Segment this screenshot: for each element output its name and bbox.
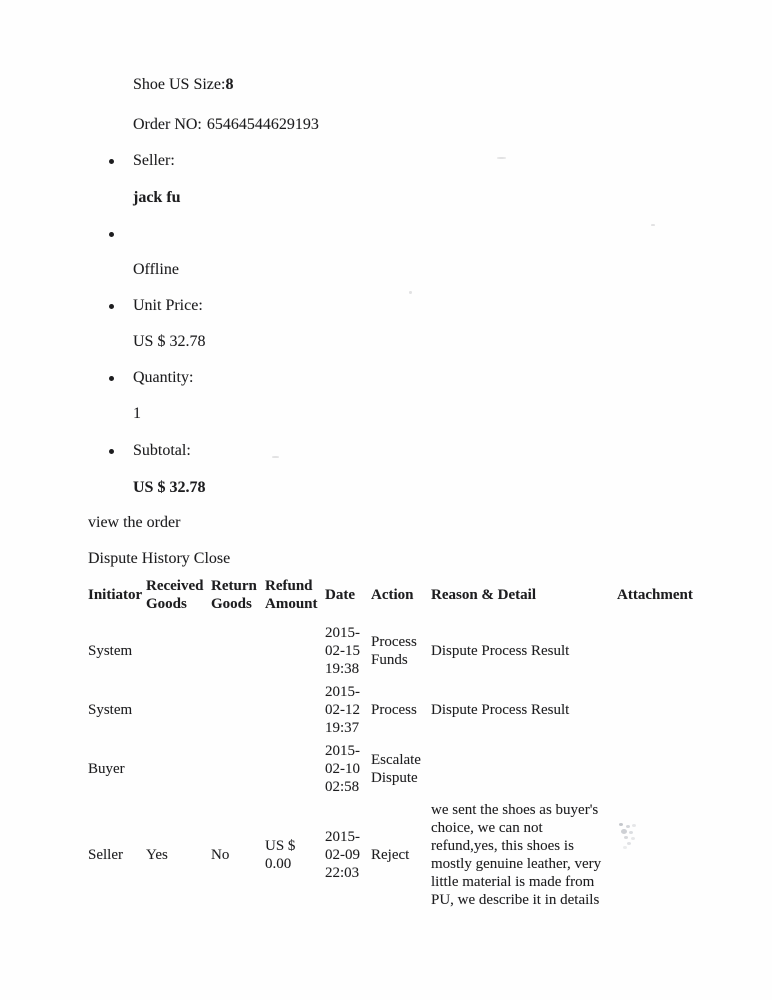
cell-initiator: System [88,643,133,659]
subtotal-label-line [133,441,191,461]
header-reason-detail: Reason & Detail [431,587,536,603]
cell-initiator: System [88,702,133,718]
cell-action: Reject [371,847,410,863]
cell-reason-detail [431,740,617,799]
view-order-link: view the order [88,514,181,531]
order-number-line [133,115,319,135]
cell-date: 2015-02-10 02:58 [325,743,360,795]
header-attachment: Attachment [617,587,693,603]
seller-label-line [133,151,175,171]
cell-received-goods [146,740,211,799]
cell-received-goods [146,681,211,740]
shoe-size-label: Shoe US Size: [133,76,226,93]
cell-action: Process Funds [371,634,417,668]
cell-received-goods: Yes [146,847,168,863]
cell-return-goods [211,622,265,681]
subtotal-label: Subtotal: [133,442,191,459]
cell-action: Escalate Dispute [371,752,421,786]
shoe-size-value: 8 [225,76,234,93]
cell-date: 2015-02-09 22:03 [325,829,360,881]
header-initiator: Initiator [88,587,143,603]
table-header-row [88,577,694,622]
cell-reason-detail: we sent the shoes as buyer's choice, we can not refund,yes, this shoes is mostly genuine leather, very little material is made from PU, we describe it in details [431,802,602,908]
bullet-icon [109,159,114,164]
cell-return-goods [211,740,265,799]
cell-attachment [617,622,694,681]
cell-return-goods [211,681,265,740]
header-refund-amount: Refund Amount [265,578,318,612]
bullet-icon [109,449,114,454]
cell-refund-amount [265,622,325,681]
header-return-goods: Return Goods [211,578,257,612]
cell-reason-detail: Dispute Process Result [431,643,570,659]
bullet-icon [109,232,114,237]
cell-refund-amount: US $ 0.00 [265,838,296,872]
cell-attachment [617,799,694,912]
seller-name: jack fu [133,189,181,206]
dispute-row [88,799,694,912]
scan-artifact [651,224,655,226]
scan-artifact [497,157,506,159]
shoe-size-line [133,75,233,95]
quantity-label: Quantity: [133,369,194,386]
scan-artifact [272,456,279,458]
dispute-history-title: Dispute History Close [88,550,231,567]
cell-refund-amount [265,681,325,740]
cell-attachment [617,681,694,740]
header-received-goods: Received Goods [146,578,204,612]
quantity-label-line [133,368,193,388]
header-action: Action [371,587,414,603]
seller-label: Seller: [133,152,175,169]
cell-reason-detail: Dispute Process Result [431,702,570,718]
seller-status: Offline [133,261,179,278]
order-number-label: Order NO: [133,116,202,133]
unit-price-label: Unit Price: [133,297,203,314]
dispute-row [88,681,694,740]
dispute-row [88,740,694,799]
cell-initiator: Buyer [88,761,125,777]
dispute-row [88,622,694,681]
cell-received-goods [146,622,211,681]
cell-action: Process [371,702,417,718]
unit-price-value: US $ 32.78 [133,333,206,350]
unit-price-label-line [133,296,203,316]
order-number-value: 65464544629193 [206,116,319,133]
scan-artifact [409,291,412,294]
bullet-icon [109,304,114,309]
cell-date: 2015-02-15 19:38 [325,625,360,677]
subtotal-value: US $ 32.78 [133,479,206,496]
cell-refund-amount [265,740,325,799]
cell-attachment [617,740,694,799]
quantity-value: 1 [133,405,141,422]
cell-return-goods: No [211,847,230,863]
dispute-history-table [88,577,694,912]
bullet-icon [109,376,114,381]
header-date: Date [325,587,355,603]
cell-initiator: Seller [88,847,123,863]
cell-date: 2015-02-12 19:37 [325,684,360,736]
scan-artifact [619,823,623,826]
